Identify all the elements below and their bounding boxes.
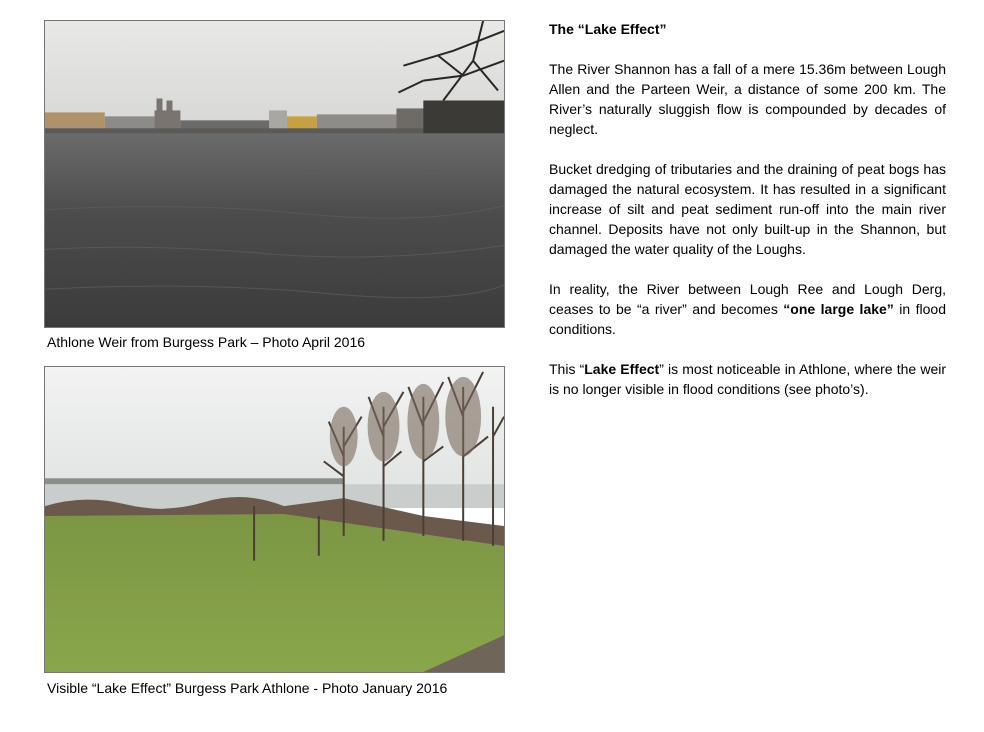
p4-bold: Lake Effect (584, 361, 660, 377)
paragraph-fall: The River Shannon has a fall of a mere 15.36m between Lough Allen and the Parteen Weir, a distance of some 200 km. The River’s naturally sluggish flow is compounded by decades of neglect. (549, 61, 946, 137)
p4-text-end: ” is most noticeable in Athlone, where the weir is no longer visible in flood conditions (see photo’s). (549, 361, 947, 397)
photo1-caption: Athlone Weir from Burgess Park – Photo April 2016 (47, 334, 366, 350)
paragraph-dredging: Bucket dredging of tributaries and the draining of peat bogs has damaged the natural ecosystem. It has resulted in a significant increase of silt and peat sediment run-off into the main river channel. Deposits have not only built-up in the Shannon, but damaged the water quality of the Loughs. (549, 161, 946, 257)
article-heading: The “Lake Effect” (549, 21, 667, 37)
burgess-park-photo (44, 366, 505, 673)
athlone-weir-photo (44, 20, 505, 328)
river-image (45, 21, 504, 327)
paragraph-lake-effect (549, 359, 946, 399)
p4-text: This “ (549, 361, 585, 377)
p3-bold: “one large lake” (783, 301, 894, 317)
photo2-caption: Visible “Lake Effect” Burgess Park Athlone - Photo January 2016 (47, 680, 448, 696)
p3-text: In reality, the River between Lough Ree and Lough Derg, ceases to be “a river” and becomes (549, 281, 946, 317)
article-text (549, 19, 946, 419)
park-image (45, 367, 504, 672)
p3-text-end: in flood conditions. (549, 301, 946, 337)
paragraph-reality (549, 279, 946, 339)
